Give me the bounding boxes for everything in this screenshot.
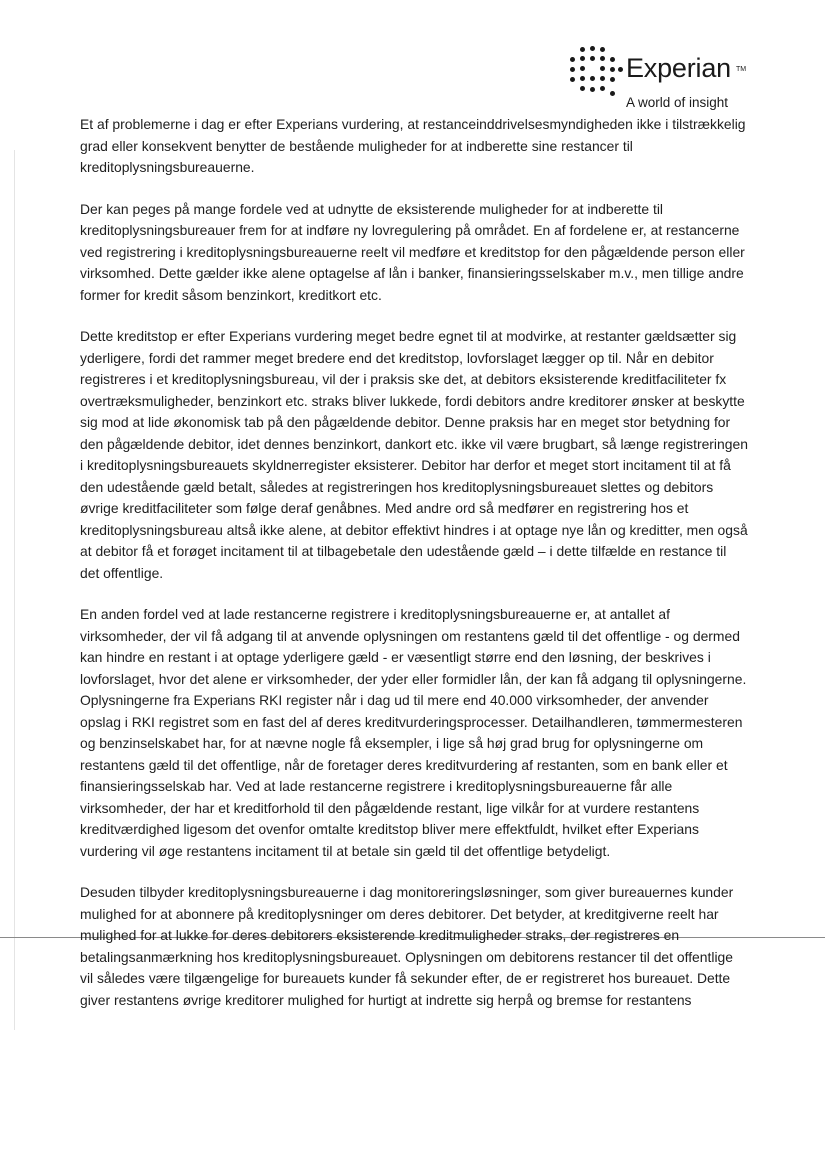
paragraph-4: En anden fordel ved at lade restancerne registrere i kreditoplysningsbureauerne er, at antallet af virksomheder, der vil få adgang til at anvende oplysningen om restantens gæld til det offentlige - og dermed kan hindre en restant i at optage yderligere gæld - er væsentligt større end den løsning, der beskrives i lovforslaget, hvor det alene er virksomheder, der yder eller formidler lån, der kan få adgang til oplysningerne. Oplysningerne fra Experians RKI register når i dag ud til mere end 40.000 virksomheder, der anvender opslag i RKI registret som en fast del af deres kreditvurderingsprocesser. Detailhandleren, tømmermesteren og benzinselskabet har, for at nævne nogle få eksempler, i lige så høj grad brug for oplysningerne om restantens gæld til det offentlige, når de foretager deres kreditvurdering af restanten, som en bank eller et finansieringsselskab har. Ved at lade restancerne registrere i kreditoplysningsbureauerne får alle virksomheder, der har et kreditforhold til den pågældende restant, lige vilkår for at vurdere restantens kreditværdighed ligesom det ovenfor omtalte kreditstop bliver mere effektfuldt, hvilket efter Experians vurdering vil øge restantens incitament til at betale sin gæld til det offentlige betydeligt. — [80, 606, 747, 859]
trademark-mark: TM — [736, 66, 747, 73]
paragraph-5: Desuden tilbyder kreditoplysningsbureauerne i dag monitoreringsløsninger, som giver bureauernes kunder mulighed for at abonnere på kreditoplysninger om deres debitorer. Det betyder, at kreditgiverne reelt har mulighed for at lukke for deres debitorers eksisterende kreditmuligheder straks, der registreres en betalingsanmærkning hos kreditoplysningsbureauet. Oplysningen om debitorens restancer til det offentlige vil således være tilgængelige for bureauets kunder få sekunder efter, de er registreret hos bureauet. Dette giver restantens øvrige kreditorer mulighed for hurtigt at indrette sig herpå og bremse for restantens — [80, 884, 734, 1008]
scan-margin-line — [14, 150, 15, 1030]
experian-dots-icon — [566, 44, 626, 104]
paragraph-3: Dette kreditstop er efter Experians vurdering meget bedre egnet til at modvirke, at restanter gældsætter sig yderligere, fordi det rammer meget bredere end det kreditstop, lovforslaget lægger op til. Når en debitor registreres i et kreditoplysningsbureau, vil der i praksis ske det, at debitors eksisterende kreditfaciliteter fx overtræksmuligheder, benzinkort etc. straks bliver lukkede, fordi debitors andre kreditorer ønsker at beskytte sig mod at lide økonomisk tab på den pågældende debitor. Denne praksis har en meget stor betydning for den pågældende debitor, idet dennes benzinkort, dankort etc. ikke vil være brugbart, så længe registreringen i kreditoplysningsbureauets skyldnerregister eksisterer. Debitor har derfor et meget stort incitament til at få den udestående gæld betalt, således at registreringen hos kreditoplysningsbureauet slettes og debitors øvrige kreditfaciliteter som følge deraf genåbnes. Med andre ord så medfører en registrering hos et kreditoplysningsbureau altså ikke alene, at debitor effektivt hindres i at optage nye lån og kreditter, men også at debitor få et forøget incitament til at tilbagebetale den udestående gæld – i dette tilfælde en restance til det offentlige. — [80, 328, 748, 581]
paragraph-1: Et af problemerne i dag er efter Experians vurdering, at restanceinddrivelsesmyndigheden ikke i tilstrækkelig grad eller konsekvent benytter de bestående muligheder for at indberette sine restancer til kreditoplysningsbureauerne. — [80, 116, 746, 175]
brand-tagline: A world of insight — [626, 95, 729, 110]
paragraph-2: Der kan peges på mange fordele ved at udnytte de eksisterende muligheder for at indberette til kreditoplysningsbureauer frem for at indføre ny lovregulering på området. En af fordelene er, at restancerne ved registrering i kreditoplysningsbureauerne reelt vil medføre et kreditstop for den pågældende person eller virksomhed. Dette gælder ikke alene optagelse af lån i banker, finansieringsselskaber m.v., men tillige andre former for kredit såsom benzinkort, kreditkort etc. — [80, 200, 745, 303]
letter-body — [80, 114, 748, 1031]
brand-name: Experian — [626, 53, 731, 83]
experian-logo — [566, 44, 766, 114]
